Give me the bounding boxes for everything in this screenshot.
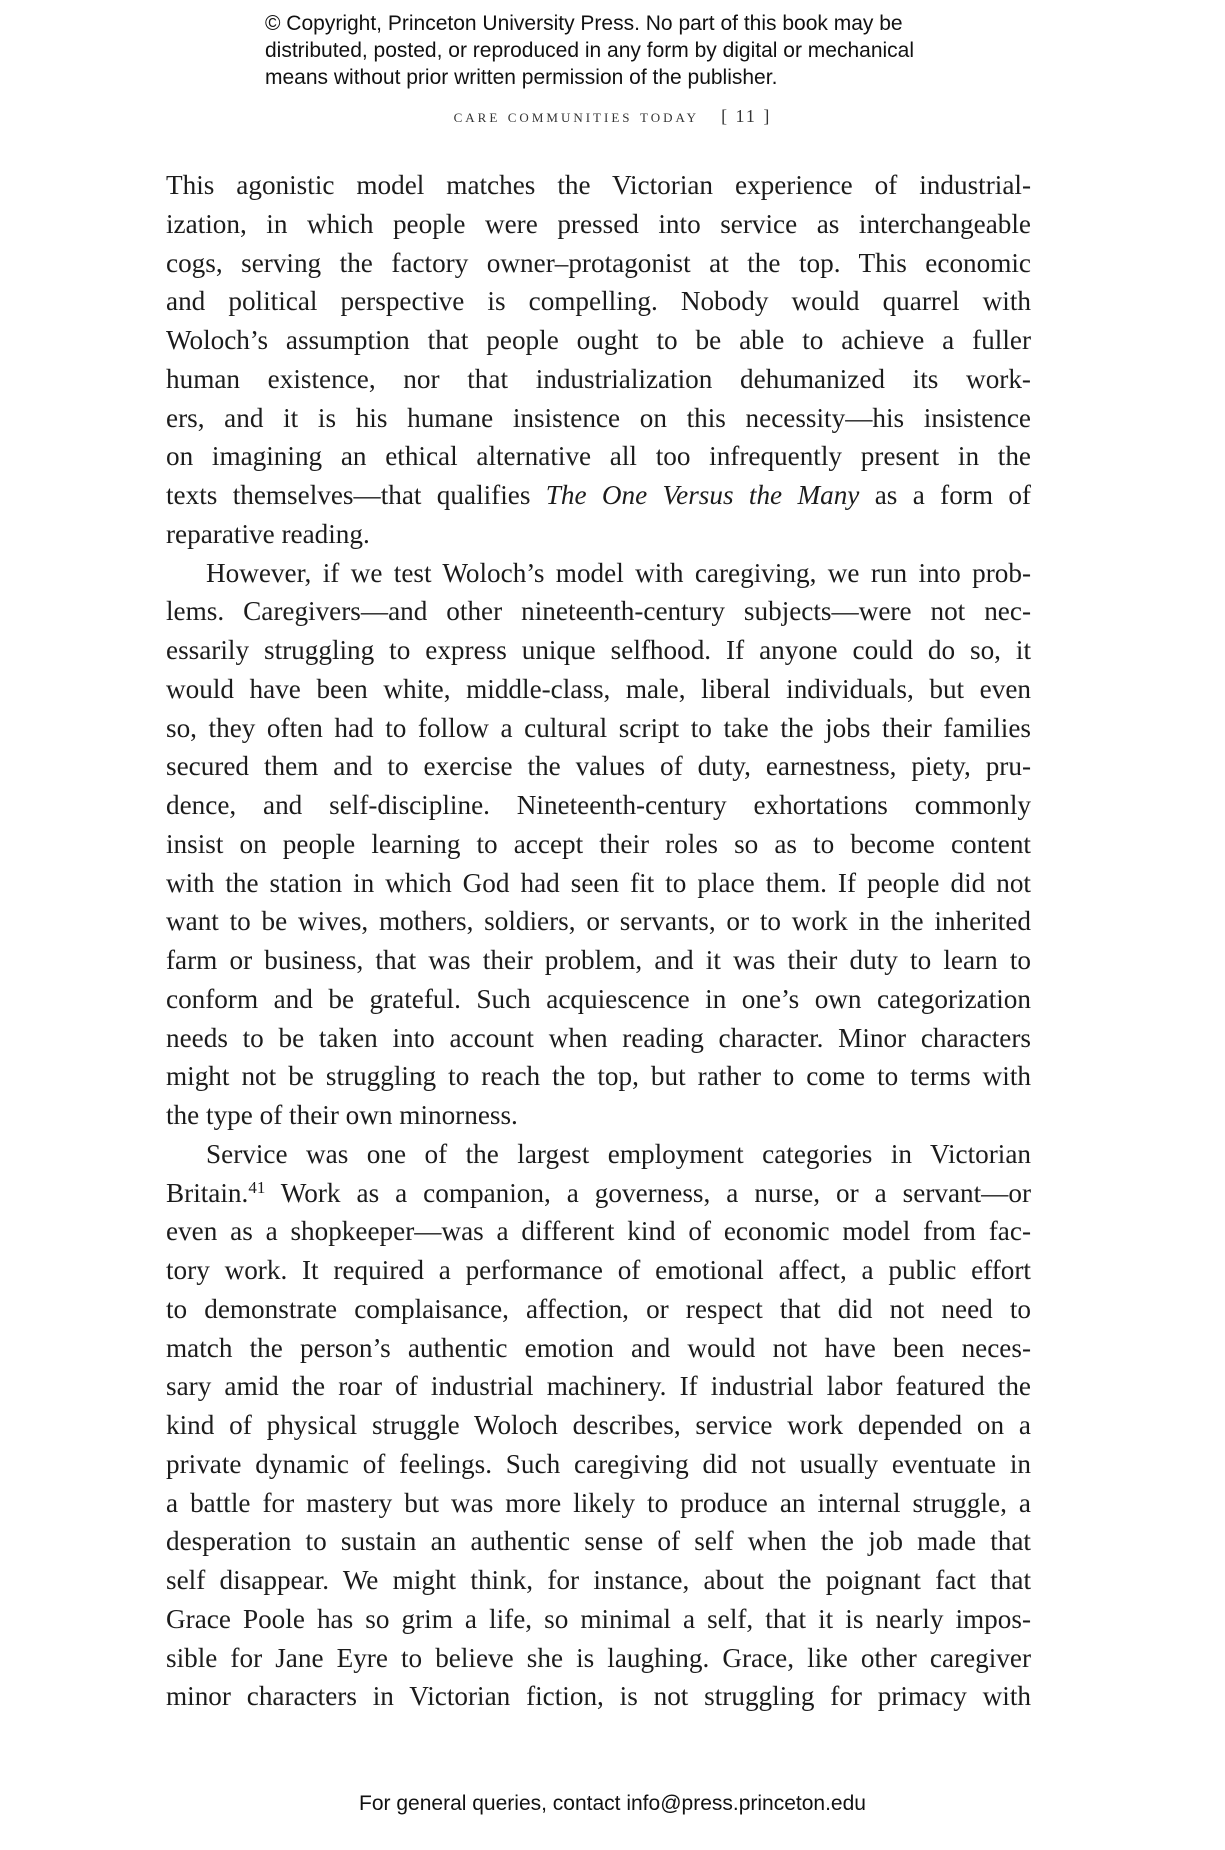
text-line-with-footnote: Britain.$^{41}$ Work as a companion, a governess, a nurse, or a servant—or [166, 1177, 1031, 1208]
page-number: [ 11 ] [721, 106, 772, 126]
text-line: sary amid the roar of industrial machinery. If industrial labor featured the [166, 1371, 1031, 1402]
text-line: cogs, serving the factory owner–protagonist at the top. This economic [166, 247, 1031, 278]
text-line: and political perspective is compelling. Nobody would quarrel with [166, 286, 1031, 317]
text-line: on imagining an ethical alternative all too infrequently present in the [166, 441, 1031, 472]
running-head [0, 106, 1225, 127]
text-line: tory work. It required a performance of emotional affect, a public effort [166, 1255, 1031, 1285]
footnote-reference[interactable]: 41 [248, 1177, 266, 1197]
copyright-line: distributed, posted, or reproduced in any form by digital or mechanical [265, 39, 915, 62]
text-line: a battle for mastery but was more likely to produce an internal struggle, a [166, 1487, 1031, 1518]
text-line: lems. Caregivers—and other nineteenth-century subjects—were not nec- [166, 596, 1031, 627]
text-line: so, they often had to follow a cultural script to take the jobs their families [166, 712, 1031, 743]
text-line: essarily struggling to express unique selfhood. If anyone could do so, it [166, 635, 1031, 665]
text-line: private dynamic of feelings. Such caregiving did not usually eventuate in [166, 1448, 1031, 1479]
text-line: desperation to sustain an authentic sense of self when the job made that [166, 1526, 1031, 1557]
running-head-title: care communities today [453, 106, 700, 126]
book-title: The One Versus the Many [545, 480, 860, 510]
text-line: Grace Poole has so grim a life, so minimal a self, that it is nearly impos- [166, 1603, 1031, 1634]
copyright-line: means without prior written permission of the publisher. [265, 66, 778, 89]
text-line: ers, and it is his humane insistence on this necessity—his insistence [166, 402, 1031, 433]
text-line: insist on people learning to accept their roles so as to become content [166, 828, 1031, 859]
text-line: reparative reading. [166, 518, 370, 549]
text-line: sible for Jane Eyre to believe she is laughing. Grace, like other caregiver [166, 1642, 1031, 1673]
text-line: Service was one of the largest employment categories in Victorian [206, 1138, 1031, 1169]
text-line: match the person’s authentic emotion and would not have been neces- [166, 1332, 1031, 1363]
text-line: needs to be taken into account when reading character. Minor characters [166, 1022, 1031, 1053]
text-line: Woloch’s assumption that people ought to be able to achieve a fuller [166, 325, 1031, 355]
text-line: This agonistic model matches the Victorian experience of industrial- [166, 170, 1031, 200]
text-line: might not be struggling to reach the top, but rather to come to terms with [166, 1061, 1031, 1092]
text-line: to demonstrate complaisance, affection, or respect that did not need to [166, 1293, 1031, 1324]
text-line: kind of physical struggle Woloch describes, service work depended on a [166, 1410, 1031, 1440]
text-line: self disappear. We might think, for instance, about the poignant fact that [166, 1565, 1031, 1595]
text-line: conform and be grateful. Such acquiescence in one’s own categorization [166, 983, 1031, 1014]
text-line-with-italic-title: texts themselves—that qualifies The One Versus the Many as a form of [166, 480, 1031, 510]
body-text [166, 166, 1031, 1716]
text-line: ization, in which people were pressed into service as interchangeable [166, 208, 1031, 239]
text-line: human existence, nor that industrialization dehumanized its work- [166, 363, 1031, 394]
text-line: minor characters in Victorian fiction, is not struggling for primacy with [166, 1681, 1031, 1712]
copyright-line: © Copyright, Princeton University Press. No part of this book may be [265, 12, 903, 35]
text-line: even as a shopkeeper—was a different kind of economic model from fac- [166, 1216, 1031, 1247]
text-line: want to be wives, mothers, soldiers, or servants, or to work in the inherited [166, 906, 1031, 937]
text-line: with the station in which God had seen fit to place them. If people did not [166, 867, 1031, 898]
text-line: farm or business, that was their problem, and it was their duty to learn to [166, 945, 1031, 975]
copyright-notice [265, 10, 985, 91]
text-line: the type of their own minorness. [166, 1100, 518, 1130]
text-line: dence, and self-discipline. Nineteenth-century exhortations commonly [166, 790, 1031, 820]
text-line: would have been white, middle-class, male, liberal individuals, but even [166, 673, 1031, 704]
text-line: However, if we test Woloch’s model with caregiving, we run into prob- [206, 557, 1031, 588]
text-line: secured them and to exercise the values of duty, earnestness, piety, pru- [166, 751, 1031, 782]
contact-footer: For general queries, contact info@press.princeton.edu [359, 1792, 866, 1815]
